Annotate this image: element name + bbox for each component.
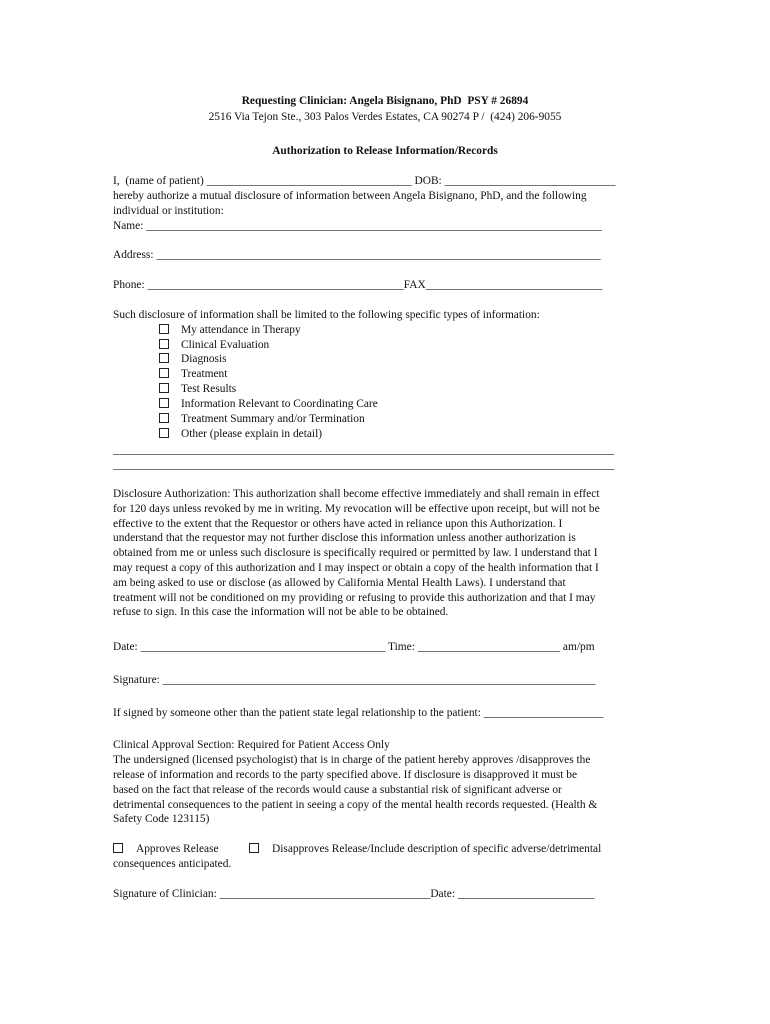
paragraph-line: obtained from me or unless such disclosure is specifically required or permitted by law. I understand that I xyxy=(113,547,598,559)
patient-name-dob-line[interactable]: I, (name of patient) ____________________________________ DOB: ______________________________ xyxy=(113,175,616,187)
checkbox-icon[interactable] xyxy=(159,324,169,334)
checkbox-icon[interactable] xyxy=(159,339,169,349)
info-type-item[interactable]: Treatment Summary and/or Termination xyxy=(159,412,365,427)
checkbox-icon[interactable] xyxy=(159,428,169,438)
disapproves-release-option[interactable]: Disapproves Release/Include description of specific adverse/detrimental xyxy=(249,842,601,857)
authorization-statement: hereby authorize a mutual disclosure of information between Angela Bisignano, PhD, and the following xyxy=(113,190,587,202)
paragraph-line: may request a copy of this authorization and I may inspect or obtain a copy of the health information that I xyxy=(113,562,599,574)
paragraph-line: refuse to sign. In this case the information will not be able to be obtained. xyxy=(113,606,449,618)
institution-label: individual or institution: xyxy=(113,205,224,217)
disclosure-intro: Such disclosure of information shall be limited to the following specific types of information: xyxy=(113,309,540,321)
info-type-item[interactable]: Clinical Evaluation xyxy=(159,338,269,353)
checkbox-icon[interactable] xyxy=(159,353,169,363)
info-type-item[interactable]: Other (please explain in detail) xyxy=(159,427,322,442)
paragraph-line: am being asked to use or disclose (as allowed by California Mental Health Laws). I understand that xyxy=(113,577,566,589)
checkbox-icon[interactable] xyxy=(113,843,123,853)
info-type-item[interactable]: Information Relevant to Coordinating Care xyxy=(159,397,378,412)
date-time-field[interactable]: Date: ___________________________________________ Time: _________________________ am/pm xyxy=(113,641,595,653)
paragraph-line: Disclosure Authorization: This authorization shall become effective immediately and shall remain in effect xyxy=(113,488,600,500)
checkbox-icon[interactable] xyxy=(159,413,169,423)
explain-line[interactable]: ________________________________________________________________________________________ xyxy=(113,444,615,456)
paragraph-line: understand that the requestor may not further disclose this information unless another authorization is xyxy=(113,532,576,544)
approves-release-option[interactable]: Approves Release xyxy=(113,842,219,857)
explain-line[interactable]: ________________________________________________________________________________________ xyxy=(113,459,615,471)
phone-fax-field[interactable]: Phone: _____________________________________________FAX_______________________________ xyxy=(113,279,603,291)
clinician-address: 2516 Via Tejon Ste., 303 Palos Verdes Estates, CA 90274 P / (424) 206-9055 xyxy=(208,111,562,123)
info-type-item[interactable]: Treatment xyxy=(159,367,227,382)
checkbox-icon[interactable] xyxy=(249,843,259,853)
paragraph-line: detrimental consequences to the patient in seeing a copy of the mental health records requested. (Health & xyxy=(113,799,598,811)
paragraph-line: effective to the extent that the Requestor or others have acted in reliance upon this Authorization. I xyxy=(113,518,563,530)
paragraph-line: for 120 days unless revoked by me in writing. My revocation will be effective upon receipt, but will not be xyxy=(113,503,600,515)
info-type-item[interactable]: Diagnosis xyxy=(159,352,227,367)
paragraph-line: release of information and records to the party specified above. If disclosure is disapproved it must be xyxy=(113,769,578,781)
clinician-signature-field[interactable]: Signature of Clinician: _____________________________________Date: ________________________ xyxy=(113,888,595,900)
signature-field[interactable]: Signature: ____________________________________________________________________________ xyxy=(113,674,596,686)
paragraph-line: Safety Code 123115) xyxy=(113,813,210,825)
checkbox-icon[interactable] xyxy=(159,398,169,408)
paragraph-line: treatment will not be conditioned on my providing or refusing to provide this authorization and that I may xyxy=(113,592,596,604)
address-field[interactable]: Address: ______________________________________________________________________________ xyxy=(113,249,601,261)
name-field[interactable]: Name: ________________________________________________________________________________ xyxy=(113,220,602,232)
checkbox-icon[interactable] xyxy=(159,368,169,378)
info-type-item[interactable]: Test Results xyxy=(159,382,236,397)
paragraph-line: based on the fact that release of the records would cause a substantial risk of significant adverse or xyxy=(113,784,562,796)
relationship-field[interactable]: If signed by someone other than the patient state legal relationship to the patient: _____________________ xyxy=(113,707,604,719)
clinical-heading: Clinical Approval Section: Required for Patient Access Only xyxy=(113,739,390,751)
form-title: Authorization to Release Information/Records xyxy=(272,145,498,157)
checkbox-icon[interactable] xyxy=(159,383,169,393)
disapproval-continuation: consequences anticipated. xyxy=(113,858,232,870)
info-type-item[interactable]: My attendance in Therapy xyxy=(159,323,301,338)
clinician-header: Requesting Clinician: Angela Bisignano, PhD PSY # 26894 xyxy=(241,95,529,107)
paragraph-line: The undersigned (licensed psychologist) that is in charge of the patient hereby approves /disapproves the xyxy=(113,754,591,766)
